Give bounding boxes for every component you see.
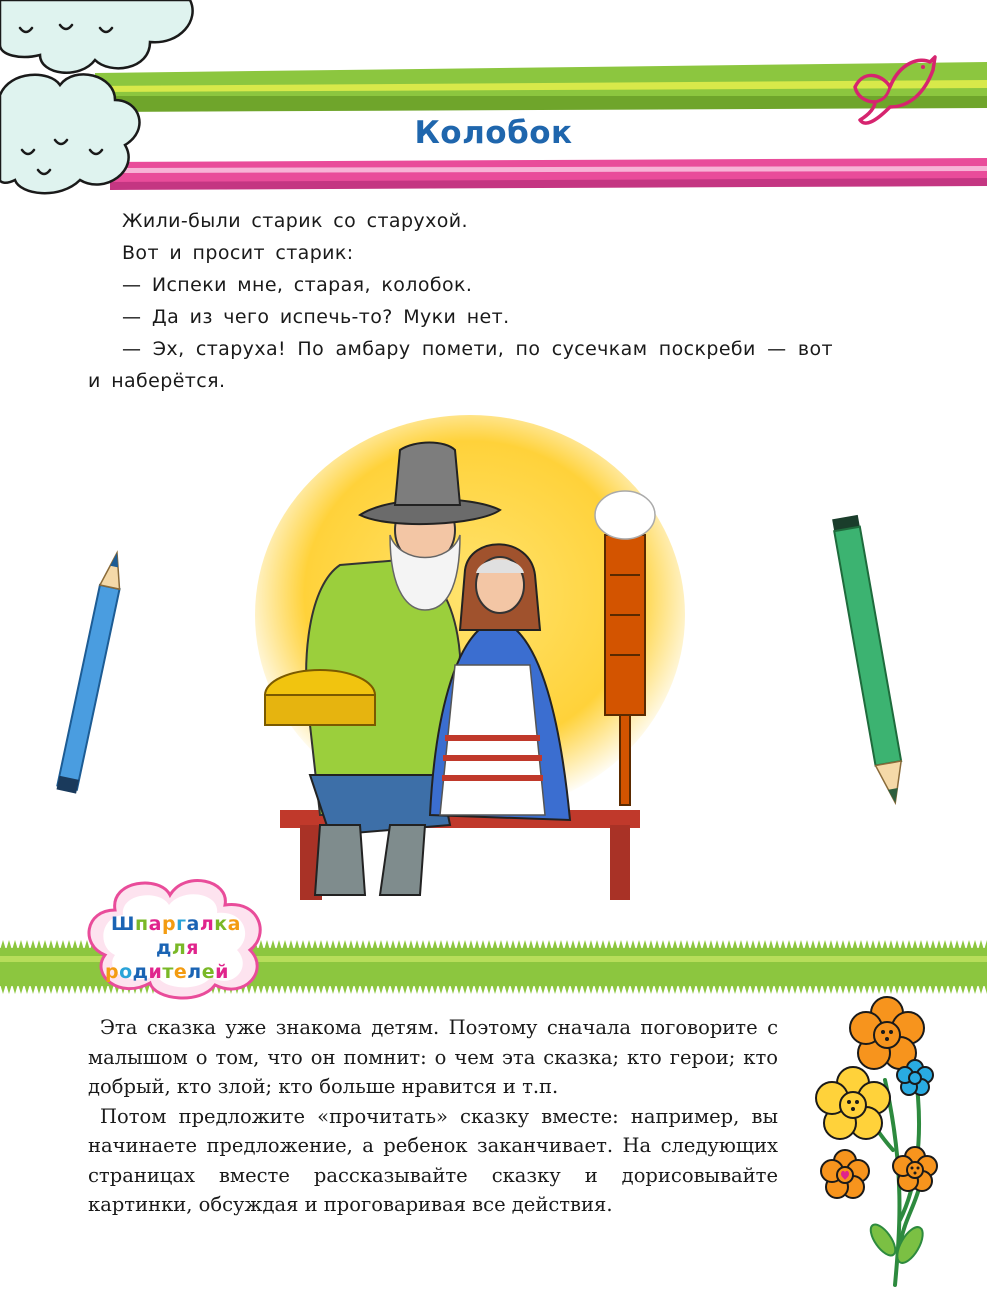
cheat-sheet-letter: и bbox=[148, 961, 163, 983]
cheat-sheet-letter: й bbox=[215, 961, 229, 983]
cheat-sheet-letter: е bbox=[173, 961, 188, 983]
cheat-sheet-letter: р bbox=[161, 913, 177, 935]
cheat-sheet-letter: л bbox=[171, 937, 187, 959]
cheat-sheet-letter: е bbox=[201, 961, 216, 983]
old-couple-illustration bbox=[240, 395, 690, 905]
story-paragraph: — Эх, старуха! По амбару помети, по сусечкам поскреби — вот и наберётся. bbox=[88, 338, 833, 392]
story-text bbox=[88, 205, 833, 397]
story-paragraph: Жили-были старик со старухой. bbox=[122, 210, 468, 232]
cheat-sheet-letter: т bbox=[162, 961, 174, 983]
parents-paragraph: Потом предложите «прочитать» сказку вместе: например, вы начинаете предложение, а ребенок заканчивает. На следующих страницах вместе рассказывайте сказку и дорисовывайте картинки, обсуждая и проговаривая все действия. bbox=[88, 1104, 778, 1216]
cheat-sheet-letter: я bbox=[186, 937, 199, 959]
cheat-sheet-title bbox=[156, 937, 199, 959]
cheat-sheet-title bbox=[105, 961, 229, 983]
flowers-illustration bbox=[805, 990, 955, 1290]
cheat-sheet-letter: л bbox=[187, 961, 202, 983]
cheat-sheet-letter: д bbox=[156, 937, 172, 959]
cheat-sheet-letter: а bbox=[227, 913, 241, 935]
cloud-decoration bbox=[0, 0, 200, 200]
cheat-sheet-title bbox=[111, 913, 241, 935]
story-paragraph: — Да из чего испечь-то? Муки нет. bbox=[122, 306, 510, 328]
cheat-sheet-letter: г bbox=[176, 913, 187, 935]
cheat-sheet-letter: к bbox=[214, 913, 228, 935]
cheat-sheet-badge bbox=[85, 875, 270, 1000]
green-pencil-illustration bbox=[820, 505, 920, 825]
cheat-sheet-letter: Ш bbox=[111, 913, 135, 935]
cheat-sheet-letter: р bbox=[105, 961, 120, 983]
cheat-sheet-letter: д bbox=[132, 961, 149, 983]
cheat-sheet-letter: л bbox=[199, 913, 215, 935]
cheat-sheet-letter: а bbox=[186, 913, 200, 935]
page-title: Колобок bbox=[414, 115, 573, 151]
parents-paragraph: Эта сказка уже знакома детям. Поэтому сначала поговорите с малышом о том, что он помнит: о чем эта сказка; кто герои; кто добрый, кто злой; кто больше нравится и т.п. bbox=[88, 1016, 778, 1098]
cheat-sheet-letter: а bbox=[148, 913, 162, 935]
cheat-sheet-letter: п bbox=[134, 913, 149, 935]
story-paragraph: Вот и просит старик: bbox=[122, 242, 354, 264]
cheat-sheet-letter: о bbox=[119, 961, 133, 983]
story-paragraph: — Испеки мне, старая, колобок. bbox=[122, 274, 473, 296]
parents-text bbox=[88, 1013, 778, 1220]
blue-pencil-illustration bbox=[50, 540, 130, 820]
